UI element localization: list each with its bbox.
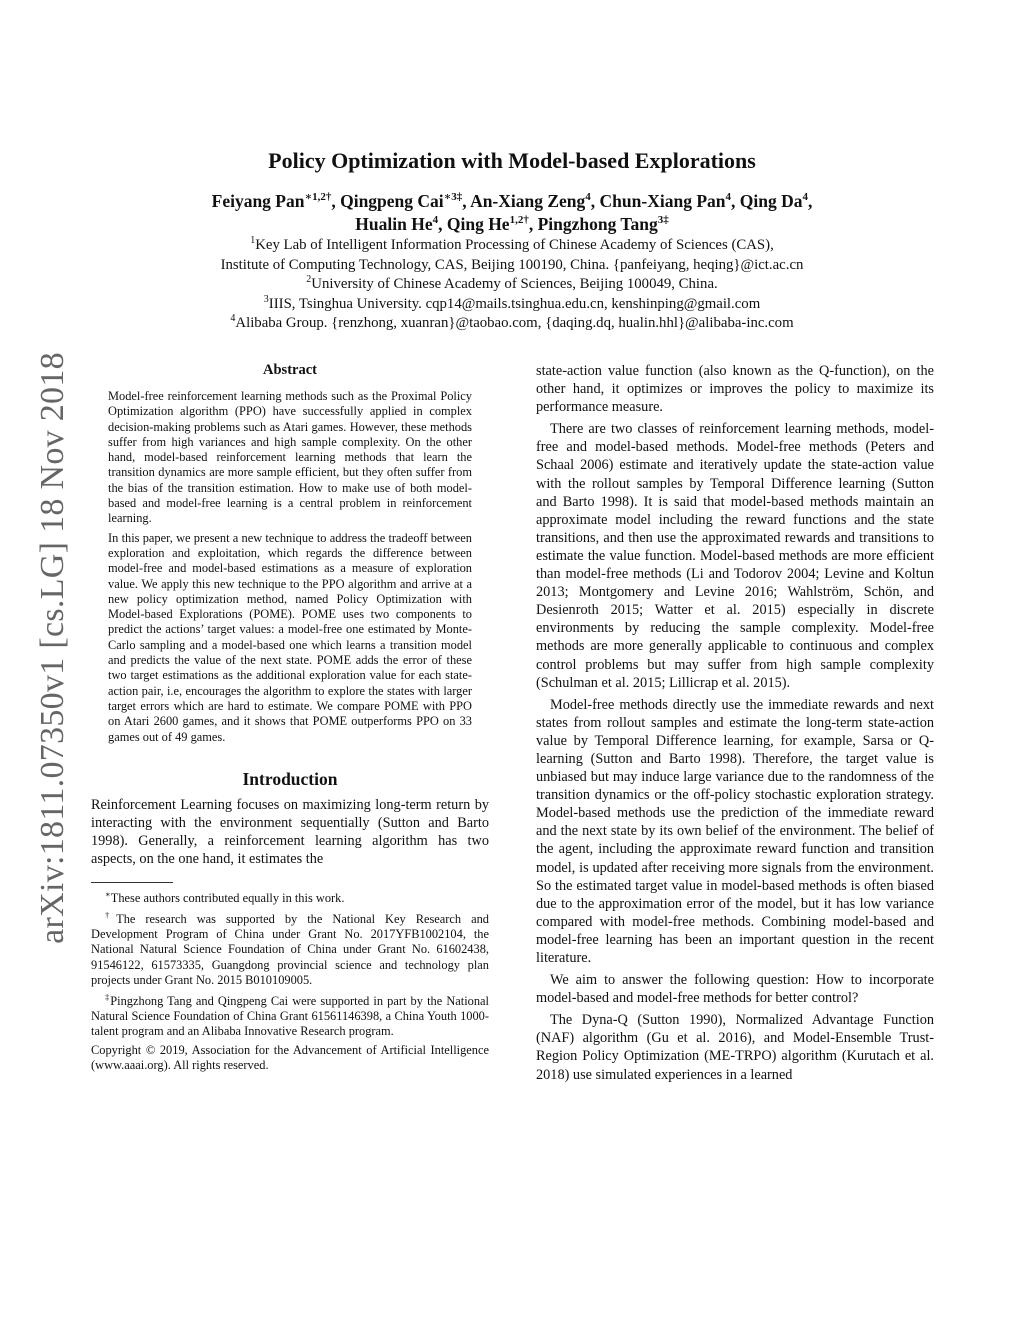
affiliation-1: $^1$Key Lab of Intelligent Information Processing of Chinese Academy of Sciences (CAS), bbox=[250, 235, 774, 253]
body-paragraph: Reinforcement Learning focuses on maximizing long-term return by interacting with the environment sequentially (Sutton and Barto 1998). Generally, a reinforcement learning algorithm has two aspects, on the one hand, it estimates the bbox=[91, 796, 489, 868]
author-name: Hualin He bbox=[355, 214, 433, 234]
author-affil-mark: 4 bbox=[585, 191, 591, 203]
affiliation-4: $^4$Alibaba Group. {renzhong, xuanran}@taobao.com, {daqing.dq, hualin.hhl}@alibaba-inc.com bbox=[230, 313, 794, 331]
body-paragraph: Model-free methods directly use the immediate rewards and next states from rollout samples and estimate the long-term state-action value by Temporal Difference learning, for example, Sarsa or Q-learning (Sutton and Barto 1998). Therefore, the target value is unbiased but may induce large variance due to the randomness of the transition dynamics or the off-policy stochastic exploration strategy. Model-based methods use the prediction of the immediate reward and the next state by its own belief of the environment. The belief of the agent, including the approximate reward function and transition model, is updated after receiving more signals from the environment. So the estimated target value in model-based methods is often biased due to the approximation error of the model, but it has low variance compared with model-free methods. Combining model-based and model-free learning has been an important question in the recent literature. bbox=[536, 696, 934, 966]
affiliation-3: $^3$IIIS, Tsinghua University. cqp14@mails.tsinghua.edu.cn, kenshinping@gmail.com bbox=[263, 293, 761, 312]
abstract-heading: Abstract bbox=[263, 362, 317, 378]
author-line-1 bbox=[0, 190, 1024, 213]
abstract-body bbox=[108, 389, 472, 745]
abstract-paragraph: Model-free reinforcement learning methods such as the Proximal Policy Optimization algorithm (PPO) have successfully applied in complex decision-making problems such as Atari games. However, these methods suffer from high variances and high sample complexity. On the other hand, model-based reinforcement learning methods that learn the transition dynamics are more sample efficient, but they often suffer from the bias of the transition estimation. How to make use of both model-based and model-free learning is a central problem in reinforcement learning. bbox=[108, 389, 472, 526]
author-name: , Qingpeng Cai bbox=[331, 191, 444, 211]
body-paragraph: We aim to answer the following question: How to incorporate model-based and model-free methods for better control? bbox=[536, 972, 934, 1007]
body-paragraph: The Dyna-Q (Sutton 1990), Normalized Advantage Function (NAF) algorithm (Gu et al. 2016), and Model-Ensemble Trust-Region Policy Optimization (ME-TRPO) algorithm (Kurutach et al. 2018) use simulated experiences in a learned bbox=[536, 1012, 934, 1083]
footnote: †The research was supported by the National Key Research and Development Program of China under Grant No. 2017YFB1002104, the National Natural Science Foundation of China under Grant No. 61602438, 91546122, 61573335, Guangdong provincial science and technology plan projects under Grant No. 2015 B010109005. bbox=[91, 909, 489, 988]
author-affil-mark: 4 bbox=[725, 191, 731, 203]
right-column-body bbox=[536, 362, 934, 1084]
author-name: , Pingzhong Tang bbox=[528, 214, 658, 234]
author-name: , Qing He bbox=[438, 214, 510, 234]
affiliation-1-continued: Institute of Computing Technology, CAS, Beijing 100190, China. {panfeiyang, heqing}@ict.ac.cn bbox=[220, 256, 804, 273]
footnotes bbox=[91, 891, 489, 1040]
copyright-notice: Copyright © 2019, Association for the Advancement of Artificial Intelligence (www.aaai.org). All rights reserved. bbox=[91, 1042, 489, 1073]
author-name: Feiyang Pan bbox=[211, 191, 305, 211]
author-affil-mark: 4 bbox=[432, 214, 439, 226]
author-affil-mark: ∗1,2† bbox=[304, 191, 332, 203]
author-name: , An-Xiang Zeng bbox=[462, 191, 586, 211]
body-paragraph: There are two classes of reinforcement learning methods, model-free and model-based methods. Model-free methods (Peters and Schaal 2006) estimate and iteratively update the state-action value with the rollout samples by Temporal Difference learning (Sutton and Barto 1998). It is said that model-based methods maintain an approximate model including the reward functions and the state transitions, and then use the approximated rewards and transitions to estimate the value function. Model-based methods are more efficient than model-free methods (Li and Todorov 2004; Levine and Koltun 2013; Montgomery and Levine 2016; Wahlström, Schön, and Desienroth 2015; Watter et al. 2015) especially in discrete environments by reducing the sample complexity. Model-free methods are more generally applicable to continuous and complex control problems but may suffer from high sample complexity (Schulman et al. 2015; Lillicrap et al. 2015). bbox=[536, 421, 934, 691]
introduction-heading: Introduction bbox=[242, 768, 338, 789]
affiliation-2: $^2$University of Chinese Academy of Sciences, Beijing 100049, China. bbox=[306, 274, 718, 292]
author-name: , Chun-Xiang Pan bbox=[590, 191, 726, 211]
author-list bbox=[0, 190, 1024, 236]
body-paragraph: state-action value function (also known as the Q-function), on the other hand, it optimizes or improves the policy to maximize its performance measure. bbox=[536, 363, 934, 416]
author-name: , Qing Da bbox=[731, 191, 803, 211]
footnote: ∗These authors contributed equally in this work. bbox=[105, 889, 345, 906]
author-affil-mark: 3‡ bbox=[657, 214, 669, 226]
author-separator: , bbox=[807, 191, 813, 211]
paper-title: Policy Optimization with Model-based Explorations bbox=[268, 148, 756, 173]
author-affil-mark: 1,2† bbox=[509, 214, 529, 226]
introduction-body bbox=[91, 796, 489, 868]
author-line-2 bbox=[0, 213, 1024, 236]
footnote-divider bbox=[91, 882, 173, 883]
footnote: ‡Pingzhong Tang and Qingpeng Cai were supported in part by the National Natural Science Foundation of China Grant 61561146398, a China Youth 1000-talent program and an Alibaba Innovative Research program. bbox=[91, 991, 490, 1039]
right-column bbox=[536, 362, 934, 1084]
abstract-paragraph: In this paper, we present a new technique to address the tradeoff between exploration and exploitation, which regards the difference between model-free and model-based estimations as a measure of exploration value. We apply this new technique to the PPO algorithm and arrive at a new policy optimization method, named Policy Optimization with Model-based Explorations (POME). POME uses two components to predict the actions’ target values: a model-free one estimated by Monte-Carlo sampling and a model-based one which learns a transition model and predicts the value of the next state. POME adds the error of these two target estimations as the additional exploration value for each state-action pair, i.e, encourages the algorithm to explore the states with larger target errors which are hard to estimate. We compare POME with PPO on Atari 2600 games, and it shows that POME outperforms PPO on 33 games out of 49 games. bbox=[108, 530, 472, 744]
author-affil-mark: ∗3‡ bbox=[443, 191, 463, 203]
arxiv-identifier: arXiv:1811.07350v1 [cs.LG] 18 Nov 2018 bbox=[34, 352, 71, 944]
left-column bbox=[91, 362, 489, 1074]
author-affil-mark: 4 bbox=[802, 191, 808, 203]
affiliation-block bbox=[0, 236, 1024, 334]
